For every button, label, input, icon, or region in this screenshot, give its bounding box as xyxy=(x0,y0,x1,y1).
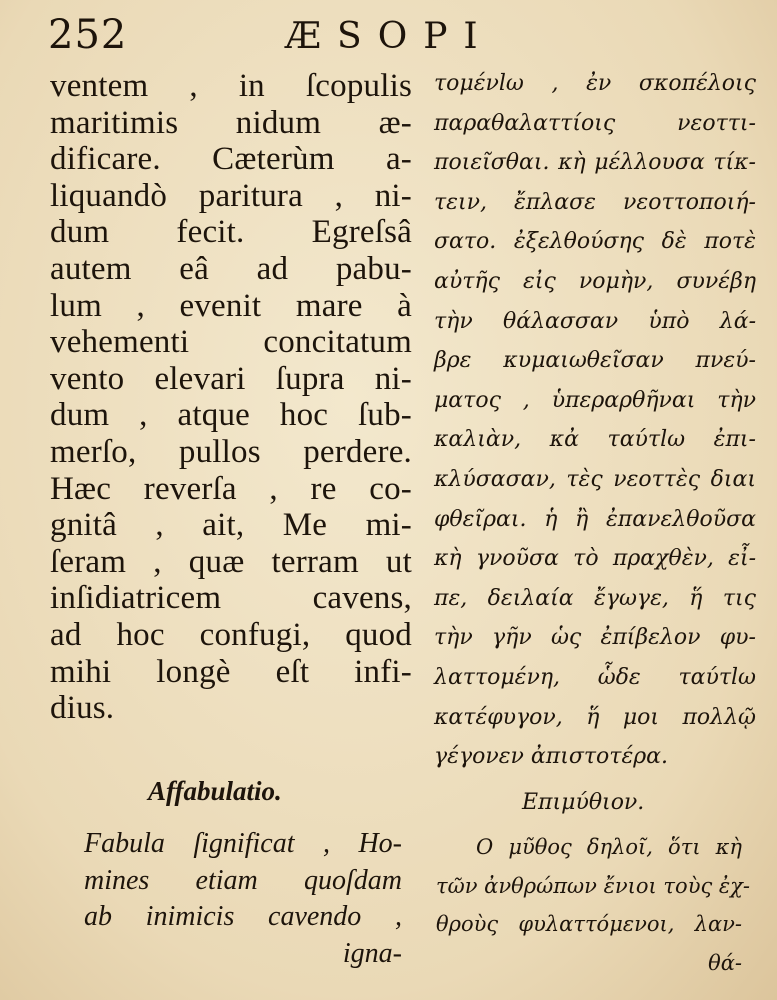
greek-line: τειν, ἔπλασε νεοττοποιή- xyxy=(434,189,756,215)
greek-line: τομένlω , ἐν σκοπέλοις xyxy=(434,71,756,96)
page-number: 252 xyxy=(48,12,128,58)
greek-column xyxy=(434,64,756,777)
catchword: igna- xyxy=(342,937,402,969)
greek-line: φθεῖραι. ἡ ἢ ἐπανελθοῦσα xyxy=(434,506,756,532)
latin-line: merſo, pullos perdere. xyxy=(50,433,412,470)
latin-moral-line: Fabula ſignificat , Ho- xyxy=(84,828,402,859)
latin-line: liquandò paritura , ni- xyxy=(50,177,412,214)
greek-line: ματος , ὑπεραρθῆναι τὴν xyxy=(434,387,756,413)
greek-line: καλιὰν, κἀ ταύτlω ἐπι- xyxy=(434,427,756,453)
latin-line: maritimis nidum æ- xyxy=(50,104,412,141)
greek-moral-line: θροὺς φυλαττόμενοι, λαν- xyxy=(436,912,742,936)
running-title: ÆSOPI xyxy=(285,16,494,57)
latin-line: mihi longè eſt infi- xyxy=(50,653,412,690)
latin-line: autem eâ ad pabu- xyxy=(50,250,412,287)
greek-line: αὐτῆς εἰς νομὴν, συνέβη xyxy=(434,268,756,294)
greek-catchword: θά- xyxy=(708,950,742,975)
greek-line: πε, δειλαία ἔγωγε, ἥ τις xyxy=(434,585,756,611)
latin-line: lum , evenit mare à xyxy=(50,287,412,324)
greek-moral xyxy=(436,828,750,982)
latin-line: vento elevari ſupra ni- xyxy=(50,360,412,397)
greek-line: παραθαλαττίοις νεοττι- xyxy=(434,110,756,136)
greek-line: σατο. ἐξελθούσης δὲ ποτὲ xyxy=(434,229,756,255)
affabulatio-heading: Affabulatio. xyxy=(148,776,282,806)
latin-line: dius. xyxy=(50,690,115,727)
greek-moral-line: Ο μῦθος δηλοῖ, ὅτι κὴ xyxy=(476,835,742,859)
latin-line: ſeram , quæ terram ut xyxy=(50,543,412,580)
page-header xyxy=(0,8,777,68)
greek-line: λαττομένη, ὧδε ταύτlω xyxy=(434,664,756,690)
latin-line: ventem , in ſcopulis xyxy=(50,68,412,104)
greek-line: κατέφυγον, ἥ μοι πολλῷ xyxy=(434,704,756,730)
greek-line: τὴν γῆν ὡς ἐπίβελον φυ- xyxy=(434,625,756,651)
greek-line: βρε κυμαιωθεῖσαν πνεύ- xyxy=(434,348,756,374)
latin-line: vehementi concitatum xyxy=(50,324,412,361)
greek-line: τὴν θάλασσαν ὑπὸ λά- xyxy=(434,308,756,334)
greek-line: γέγονεν ἀπιστοτέρα. xyxy=(434,744,669,770)
latin-moral-line: mines etiam quoſdam xyxy=(84,864,402,896)
latin-column xyxy=(50,68,412,727)
latin-line: dificare. Cæterùm a- xyxy=(50,141,412,178)
latin-line: gnitâ , ait, Me mi- xyxy=(50,507,412,544)
epimythion-heading: Επιμύθιον. xyxy=(522,790,645,815)
greek-moral-line: τῶν ἀνθρώπων ἔνιοι τοὺς ἐχ- xyxy=(436,873,750,898)
latin-line: Hæc reverſa , re co- xyxy=(50,470,412,507)
greek-line: ποιεῖσθαι. κὴ μέλλουσα τίκ- xyxy=(434,150,756,176)
latin-line: ad hoc confugi, quod xyxy=(50,616,412,653)
greek-line: κλύσασαν, τὲς νεοττὲς διαι xyxy=(434,466,756,492)
latin-line: dum fecit. Egreſsâ xyxy=(50,214,412,251)
greek-line: κὴ γνοῦσα τὸ πραχθὲν, εἶ- xyxy=(434,546,756,572)
latin-moral-line: ab inimicis cavendo , xyxy=(84,901,402,932)
latin-line: inſidiatricem cavens, xyxy=(50,580,412,617)
latin-line: dum , atque hoc ſub- xyxy=(50,397,412,434)
latin-moral xyxy=(84,826,402,972)
